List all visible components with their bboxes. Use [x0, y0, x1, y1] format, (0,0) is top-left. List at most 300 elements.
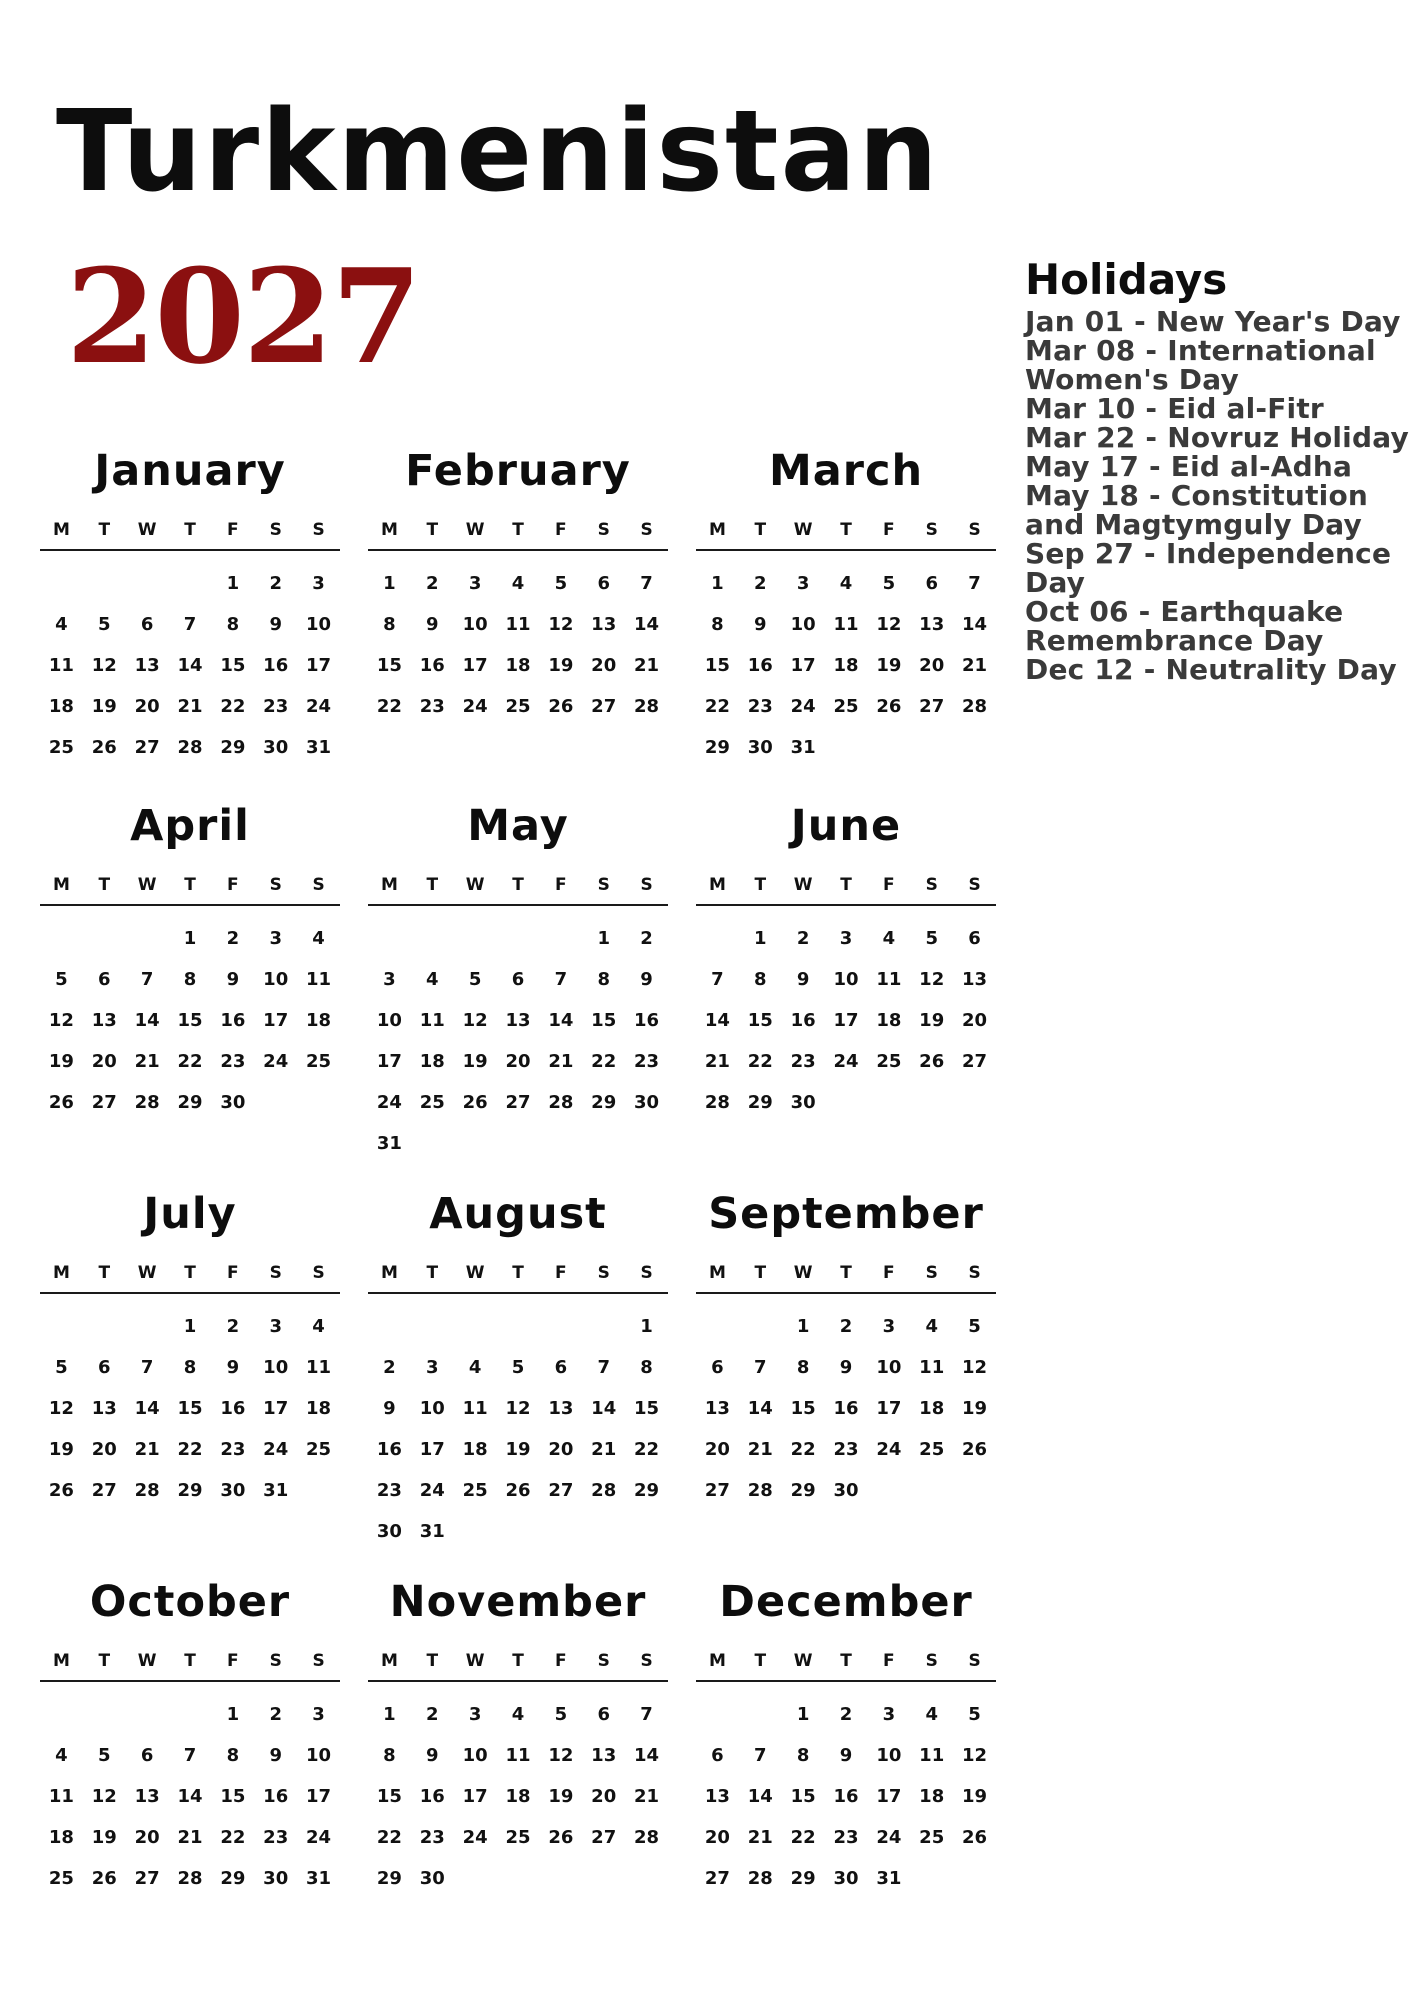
- day-cell: 4: [312, 928, 325, 949]
- day-cell: 21: [591, 1439, 617, 1460]
- day-cell: 12: [91, 1786, 117, 1807]
- day-cell: 20: [591, 1786, 617, 1807]
- day-cell: 17: [419, 1439, 445, 1460]
- day-cell: 5: [98, 614, 111, 635]
- weekday-label: W: [465, 875, 485, 895]
- day-cell: 3: [383, 969, 396, 990]
- day-cell: 11: [833, 614, 859, 635]
- day-cell: 17: [790, 655, 816, 676]
- day-cell: 30: [220, 1092, 246, 1113]
- year-heading: 2027: [66, 240, 420, 393]
- weekday-label: T: [512, 875, 524, 895]
- day-cell: 30: [833, 1868, 859, 1889]
- weekday-label: W: [465, 1263, 485, 1283]
- empty-cell: [368, 1306, 411, 1347]
- day-cell: 23: [263, 1827, 289, 1848]
- day-cell: 18: [505, 655, 531, 676]
- day-cell: 22: [790, 1439, 816, 1460]
- day-cell: 27: [134, 1868, 160, 1889]
- day-cell: 22: [634, 1439, 660, 1460]
- day-cell: 16: [747, 655, 773, 676]
- weekday-label: W: [793, 1263, 813, 1283]
- day-cell: 8: [754, 969, 767, 990]
- weekday-header: [40, 874, 340, 906]
- day-cell: 10: [833, 969, 859, 990]
- empty-cell: [368, 918, 411, 959]
- day-cell: 1: [640, 1316, 653, 1337]
- day-cell: 19: [48, 1439, 74, 1460]
- day-cell: 18: [306, 1010, 332, 1031]
- day-cell: 16: [833, 1786, 859, 1807]
- day-cell: 12: [548, 1745, 574, 1766]
- days-grid: [368, 1306, 668, 1552]
- day-cell: 26: [876, 696, 902, 717]
- day-cell: 21: [747, 1439, 773, 1460]
- day-cell: 19: [876, 655, 902, 676]
- weekday-label: T: [754, 1651, 767, 1671]
- day-cell: 16: [263, 655, 289, 676]
- weekday-label: T: [754, 520, 767, 540]
- day-cell: 2: [269, 573, 282, 594]
- day-cell: 16: [790, 1010, 816, 1031]
- day-cell: 15: [220, 655, 246, 676]
- day-cell: 19: [505, 1439, 531, 1460]
- day-cell: 15: [591, 1010, 617, 1031]
- empty-cell: [454, 918, 497, 959]
- day-cell: 1: [383, 573, 396, 594]
- day-cell: 26: [962, 1827, 988, 1848]
- day-cell: 30: [376, 1521, 402, 1542]
- holiday-item: Jan 01 - New Year's Day: [1025, 305, 1401, 338]
- day-cell: 1: [183, 928, 197, 949]
- day-cell: 5: [925, 928, 938, 949]
- day-cell: 29: [177, 1092, 203, 1113]
- day-cell: 1: [754, 928, 767, 949]
- empty-cell: [539, 1306, 582, 1347]
- month-april: [40, 800, 340, 1188]
- day-cell: 11: [919, 1357, 945, 1378]
- holiday-item: Dec 12 - Neutrality Day: [1025, 653, 1397, 686]
- day-cell: 13: [548, 1398, 574, 1419]
- day-cell: 18: [48, 696, 74, 717]
- month-may: [368, 800, 668, 1188]
- day-cell: 2: [426, 1704, 439, 1725]
- days-grid: [696, 918, 996, 1123]
- weekday-label: T: [754, 875, 767, 895]
- day-cell: 12: [48, 1010, 74, 1031]
- month-december: [696, 1576, 996, 1916]
- day-cell: 14: [634, 1745, 660, 1766]
- weekday-header: [368, 519, 668, 551]
- weekday-label: T: [512, 1651, 524, 1671]
- day-cell: 12: [462, 1010, 488, 1031]
- weekday-label: F: [555, 1651, 567, 1671]
- empty-cell: [739, 1306, 782, 1347]
- day-cell: 12: [548, 614, 574, 635]
- day-cell: 1: [226, 573, 240, 594]
- day-cell: 10: [376, 1010, 402, 1031]
- day-cell: 25: [919, 1439, 945, 1460]
- weekday-label: S: [597, 1651, 610, 1671]
- empty-cell: [582, 1306, 625, 1347]
- day-cell: 13: [704, 1398, 730, 1419]
- weekday-label: S: [312, 1263, 325, 1283]
- day-cell: 4: [925, 1316, 938, 1337]
- weekday-label: M: [52, 1651, 70, 1671]
- day-cell: 8: [226, 1745, 240, 1766]
- day-cell: 22: [376, 696, 402, 717]
- weekday-label: T: [840, 520, 852, 540]
- empty-cell: [126, 1694, 169, 1735]
- day-cell: 6: [511, 969, 525, 990]
- day-cell: 23: [376, 1480, 402, 1501]
- day-cell: 15: [634, 1398, 660, 1419]
- holiday-item: Mar 22 - Novruz Holiday: [1025, 421, 1409, 454]
- day-cell: 27: [704, 1868, 730, 1889]
- month-march: [696, 445, 996, 800]
- day-cell: 16: [833, 1398, 859, 1419]
- day-cell: 8: [183, 969, 197, 990]
- weekday-label: M: [708, 875, 726, 895]
- day-cell: 28: [548, 1092, 574, 1113]
- day-cell: 7: [140, 1357, 154, 1378]
- day-cell: 25: [833, 696, 859, 717]
- day-cell: 1: [597, 928, 610, 949]
- days-grid: [696, 563, 996, 768]
- weekday-label: T: [426, 875, 439, 895]
- day-cell: 3: [796, 573, 810, 594]
- month-name: June: [790, 801, 902, 851]
- day-cell: 24: [263, 1051, 289, 1072]
- day-cell: 5: [511, 1357, 525, 1378]
- day-cell: 29: [747, 1092, 773, 1113]
- day-cell: 14: [177, 1786, 203, 1807]
- weekday-label: T: [754, 1263, 767, 1283]
- day-cell: 28: [747, 1480, 773, 1501]
- weekday-label: F: [883, 1651, 895, 1671]
- weekday-label: F: [883, 1263, 895, 1283]
- day-cell: 24: [462, 1827, 488, 1848]
- day-cell: 9: [383, 1398, 396, 1419]
- weekday-label: S: [925, 875, 938, 895]
- day-cell: 22: [220, 696, 246, 717]
- day-cell: 26: [962, 1439, 988, 1460]
- day-cell: 17: [876, 1398, 902, 1419]
- day-cell: 13: [591, 614, 617, 635]
- day-cell: 23: [833, 1827, 859, 1848]
- day-cell: 13: [704, 1786, 730, 1807]
- day-cell: 5: [968, 1316, 981, 1337]
- day-cell: 20: [134, 696, 160, 717]
- day-cell: 21: [177, 1827, 203, 1848]
- day-cell: 26: [919, 1051, 945, 1072]
- month-january: [40, 445, 340, 800]
- weekday-header: [696, 874, 996, 906]
- month-name: March: [768, 446, 924, 496]
- day-cell: 21: [747, 1827, 773, 1848]
- day-cell: 20: [91, 1051, 117, 1072]
- day-cell: 20: [704, 1439, 730, 1460]
- month-september: [696, 1188, 996, 1576]
- empty-cell: [83, 918, 126, 959]
- day-cell: 8: [711, 614, 724, 635]
- day-cell: 6: [98, 969, 111, 990]
- day-cell: 3: [468, 1704, 482, 1725]
- empty-cell: [40, 1694, 83, 1735]
- day-cell: 4: [511, 1704, 525, 1725]
- day-cell: 2: [839, 1316, 853, 1337]
- empty-cell: [497, 918, 540, 959]
- day-cell: 24: [876, 1439, 902, 1460]
- day-cell: 5: [55, 969, 68, 990]
- day-cell: 25: [48, 1868, 74, 1889]
- day-cell: 31: [306, 737, 332, 758]
- weekday-label: T: [184, 520, 196, 540]
- day-cell: 21: [962, 655, 988, 676]
- day-cell: 8: [183, 1357, 197, 1378]
- day-cell: 27: [704, 1480, 730, 1501]
- day-cell: 15: [790, 1398, 816, 1419]
- holiday-list: [1025, 307, 1410, 684]
- day-cell: 3: [468, 573, 482, 594]
- day-cell: 11: [306, 1357, 332, 1378]
- month-name: October: [89, 1577, 291, 1627]
- weekday-label: W: [465, 1651, 485, 1671]
- weekday-label: S: [968, 520, 981, 540]
- day-cell: 13: [91, 1398, 117, 1419]
- day-cell: 18: [833, 655, 859, 676]
- weekday-label: M: [708, 1263, 726, 1283]
- weekday-label: W: [137, 520, 157, 540]
- day-cell: 3: [269, 1316, 282, 1337]
- day-cell: 22: [747, 1051, 773, 1072]
- day-cell: 9: [839, 1745, 853, 1766]
- day-cell: 24: [376, 1092, 402, 1113]
- holidays-heading: Holidays: [1025, 255, 1228, 304]
- day-cell: 17: [833, 1010, 859, 1031]
- days-grid: [40, 1306, 340, 1511]
- day-cell: 18: [306, 1398, 332, 1419]
- day-cell: 15: [177, 1010, 203, 1031]
- day-cell: 6: [968, 928, 981, 949]
- empty-cell: [126, 563, 169, 604]
- day-cell: 16: [419, 1786, 445, 1807]
- day-cell: 25: [306, 1439, 332, 1460]
- weekday-label: S: [968, 1263, 981, 1283]
- day-cell: 28: [962, 696, 988, 717]
- day-cell: 29: [376, 1868, 402, 1889]
- weekday-label: F: [883, 520, 895, 540]
- day-cell: 23: [419, 1827, 445, 1848]
- day-cell: 7: [554, 969, 568, 990]
- day-cell: 27: [505, 1092, 531, 1113]
- day-cell: 7: [597, 1357, 610, 1378]
- day-cell: 10: [462, 614, 488, 635]
- day-cell: 10: [790, 614, 816, 635]
- day-cell: 26: [505, 1480, 531, 1501]
- empty-cell: [497, 1306, 540, 1347]
- weekday-label: T: [426, 1263, 439, 1283]
- day-cell: 10: [263, 969, 289, 990]
- day-cell: 31: [419, 1521, 445, 1542]
- page-title: Turkmenistan: [56, 87, 940, 217]
- day-cell: 29: [634, 1480, 660, 1501]
- day-cell: 2: [426, 573, 439, 594]
- weekday-label: S: [269, 520, 282, 540]
- day-cell: 21: [704, 1051, 730, 1072]
- day-cell: 20: [962, 1010, 988, 1031]
- weekday-label: T: [184, 1263, 196, 1283]
- empty-cell: [83, 1306, 126, 1347]
- weekday-header: [368, 874, 668, 906]
- day-cell: 17: [306, 1786, 332, 1807]
- weekday-label: M: [52, 1263, 70, 1283]
- weekday-label: M: [52, 875, 70, 895]
- day-cell: 12: [876, 614, 902, 635]
- weekday-label: S: [925, 520, 938, 540]
- day-cell: 23: [833, 1439, 859, 1460]
- day-cell: 4: [312, 1316, 325, 1337]
- weekday-label: W: [137, 1651, 157, 1671]
- day-cell: 19: [462, 1051, 488, 1072]
- day-cell: 2: [383, 1357, 396, 1378]
- day-cell: 18: [876, 1010, 902, 1031]
- day-cell: 25: [419, 1092, 445, 1113]
- day-cell: 27: [962, 1051, 988, 1072]
- weekday-label: S: [597, 1263, 610, 1283]
- day-cell: 25: [306, 1051, 332, 1072]
- day-cell: 20: [505, 1051, 531, 1072]
- day-cell: 18: [462, 1439, 488, 1460]
- day-cell: 9: [226, 1357, 240, 1378]
- weekday-label: S: [312, 520, 325, 540]
- day-cell: 2: [226, 1316, 240, 1337]
- day-cell: 6: [140, 614, 154, 635]
- day-cell: 21: [134, 1439, 160, 1460]
- day-cell: 7: [754, 1745, 767, 1766]
- day-cell: 2: [226, 928, 240, 949]
- empty-cell: [169, 563, 212, 604]
- weekday-label: S: [640, 1651, 653, 1671]
- day-cell: 30: [263, 737, 289, 758]
- holidays-panel: [1025, 255, 1410, 684]
- day-cell: 7: [640, 1704, 653, 1725]
- day-cell: 6: [98, 1357, 111, 1378]
- day-cell: 13: [505, 1010, 531, 1031]
- day-cell: 31: [263, 1480, 289, 1501]
- empty-cell: [739, 1694, 782, 1735]
- day-cell: 1: [183, 1316, 197, 1337]
- day-cell: 11: [419, 1010, 445, 1031]
- day-cell: 6: [597, 573, 610, 594]
- day-cell: 5: [468, 969, 482, 990]
- day-cell: 23: [634, 1051, 660, 1072]
- day-cell: 19: [548, 1786, 574, 1807]
- day-cell: 16: [634, 1010, 660, 1031]
- day-cell: 17: [263, 1398, 289, 1419]
- day-cell: 14: [548, 1010, 574, 1031]
- month-name: September: [708, 1189, 984, 1239]
- day-cell: 5: [554, 1704, 568, 1725]
- day-cell: 9: [269, 1745, 282, 1766]
- days-grid: [696, 1694, 996, 1899]
- day-cell: 22: [220, 1827, 246, 1848]
- empty-cell: [411, 1306, 454, 1347]
- day-cell: 11: [505, 614, 531, 635]
- day-cell: 26: [548, 1827, 574, 1848]
- day-cell: 2: [640, 928, 653, 949]
- day-cell: 10: [419, 1398, 445, 1419]
- day-cell: 17: [376, 1051, 402, 1072]
- day-cell: 15: [220, 1786, 246, 1807]
- month-name: August: [429, 1189, 607, 1239]
- weekday-label: T: [184, 875, 196, 895]
- day-cell: 4: [55, 614, 68, 635]
- day-cell: 30: [263, 1868, 289, 1889]
- day-cell: 21: [634, 1786, 660, 1807]
- day-cell: 22: [591, 1051, 617, 1072]
- day-cell: 11: [919, 1745, 945, 1766]
- day-cell: 26: [91, 1868, 117, 1889]
- day-cell: 24: [306, 1827, 332, 1848]
- weekday-label: M: [380, 1263, 398, 1283]
- empty-cell: [169, 1694, 212, 1735]
- day-cell: 29: [790, 1480, 816, 1501]
- day-cell: 2: [796, 928, 810, 949]
- day-cell: 19: [91, 696, 117, 717]
- weekday-label: S: [597, 520, 610, 540]
- day-cell: 3: [882, 1704, 896, 1725]
- day-cell: 25: [919, 1827, 945, 1848]
- holiday-item: Mar 08 - International Women's Day: [1025, 334, 1376, 396]
- day-cell: 17: [462, 1786, 488, 1807]
- day-cell: 1: [796, 1316, 810, 1337]
- weekday-label: T: [840, 1263, 852, 1283]
- day-cell: 20: [591, 655, 617, 676]
- weekday-header: [368, 1650, 668, 1682]
- day-cell: 18: [419, 1051, 445, 1072]
- day-cell: 23: [263, 696, 289, 717]
- month-july: [40, 1188, 340, 1576]
- weekday-label: F: [555, 875, 567, 895]
- day-cell: 10: [462, 1745, 488, 1766]
- weekday-label: M: [380, 875, 398, 895]
- day-cell: 21: [134, 1051, 160, 1072]
- days-grid: [40, 918, 340, 1123]
- day-cell: 3: [312, 1704, 325, 1725]
- day-cell: 18: [505, 1786, 531, 1807]
- weekday-label: M: [380, 520, 398, 540]
- day-cell: 4: [426, 969, 439, 990]
- day-cell: 16: [220, 1010, 246, 1031]
- weekday-label: M: [708, 520, 726, 540]
- month-november: [368, 1576, 668, 1916]
- day-cell: 25: [876, 1051, 902, 1072]
- empty-cell: [696, 1694, 739, 1735]
- day-cell: 12: [91, 655, 117, 676]
- day-cell: 6: [711, 1357, 724, 1378]
- weekday-label: S: [269, 1263, 282, 1283]
- day-cell: 28: [634, 1827, 660, 1848]
- day-cell: 26: [548, 696, 574, 717]
- weekday-label: S: [597, 875, 610, 895]
- day-cell: 8: [597, 969, 610, 990]
- day-cell: 22: [376, 1827, 402, 1848]
- day-cell: 8: [383, 614, 396, 635]
- day-cell: 9: [426, 614, 439, 635]
- month-name: April: [130, 801, 250, 851]
- day-cell: 25: [505, 1827, 531, 1848]
